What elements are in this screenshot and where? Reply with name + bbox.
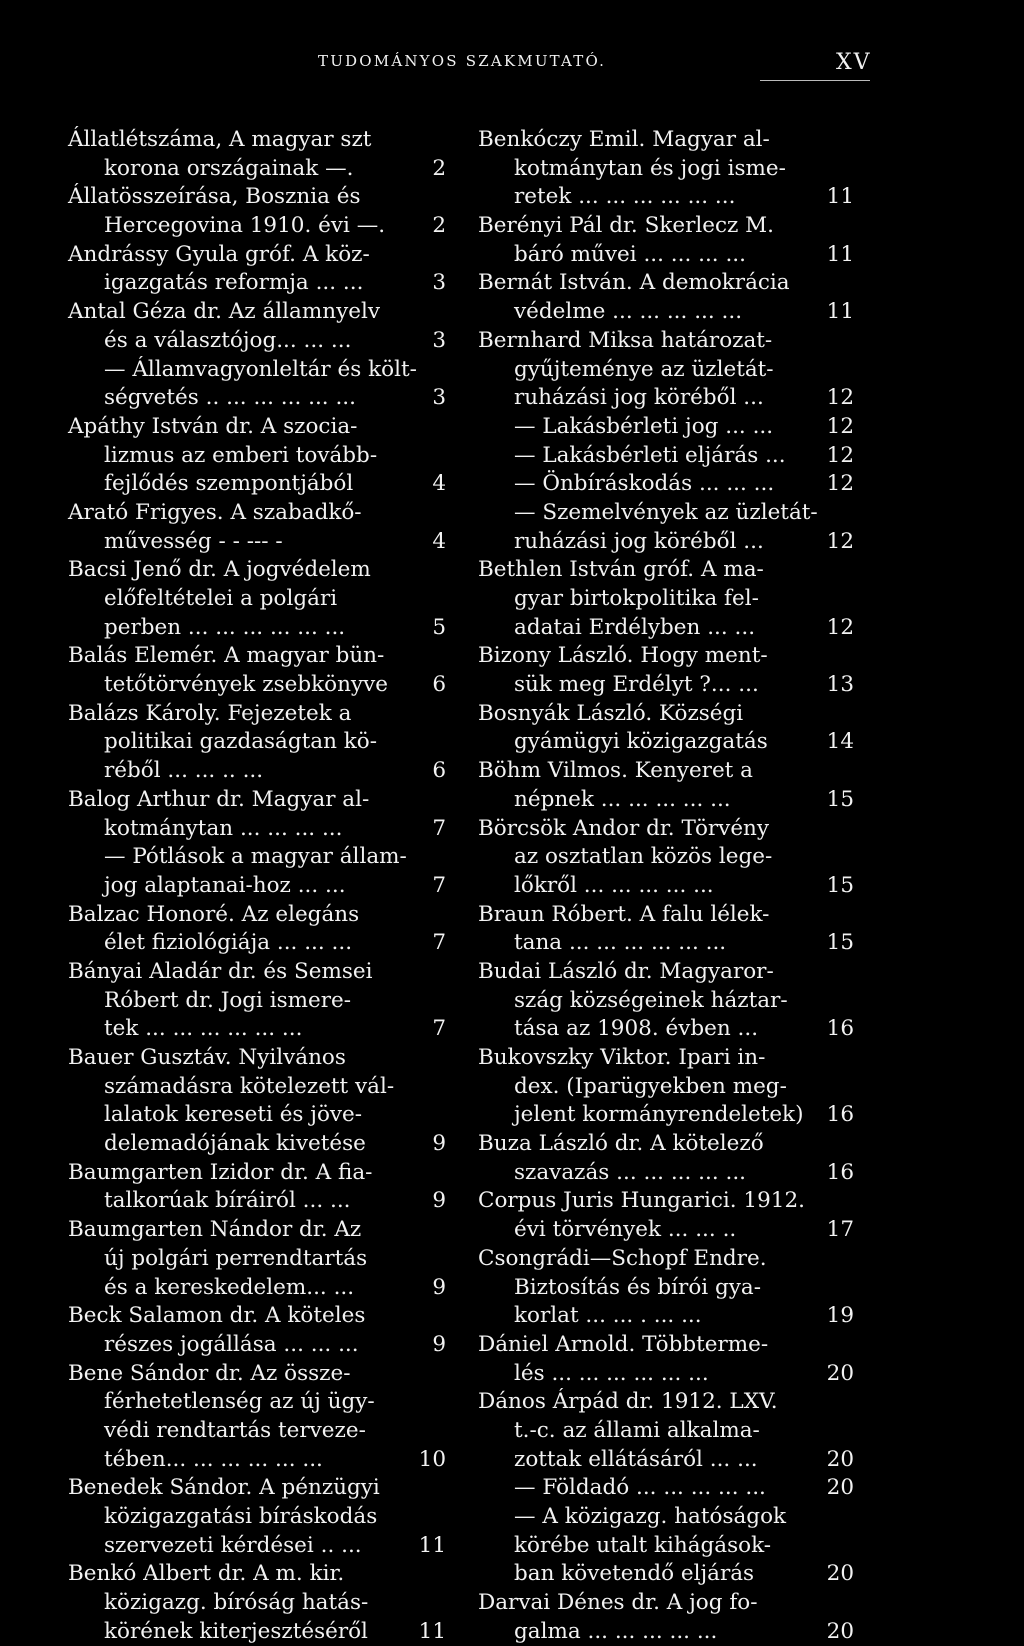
entry-text: — A közigazg. hatóságok: [514, 1504, 787, 1529]
entry-page-number: 10: [418, 1446, 446, 1472]
index-entry-line: [68, 614, 458, 643]
index-entry-line: [68, 642, 458, 671]
entry-text: retek ... ... ... ... ... ...: [514, 184, 736, 210]
entry-page-number: 9: [432, 1131, 446, 1157]
index-entry-line: [478, 1015, 864, 1044]
entry-page-number: 2: [432, 155, 446, 181]
entry-text: Baumgarten Nándor dr. Az: [68, 1217, 362, 1243]
entry-text: jelent kormányrendeletek): [514, 1102, 804, 1128]
entry-page-number: 4: [432, 471, 446, 497]
entry-text: Corpus Juris Hungarici. 1912.: [478, 1188, 805, 1214]
entry-text: élet fiziológiája ... ... ...: [104, 930, 353, 956]
index-entry-line: [68, 1044, 458, 1073]
entry-text: Bernát István. A demokrácia: [478, 270, 790, 296]
entry-text: és a kereskedelem... ...: [104, 1274, 355, 1300]
entry-page-number: 7: [432, 1016, 446, 1042]
index-entry-line: [478, 1187, 864, 1216]
entry-text: Böhm Vilmos. Kenyeret a: [478, 758, 753, 784]
index-entry-line: [478, 1073, 864, 1102]
index-entry-line: [68, 1274, 458, 1303]
entry-page-number: 12: [826, 528, 854, 554]
index-entry-line: [68, 499, 458, 528]
entry-text: — Lakásbérleti jog ... ...: [514, 413, 774, 439]
index-entry-line: [68, 384, 458, 413]
entry-text: körének kiterjesztéséről: [104, 1618, 368, 1644]
entry-page-number: 17: [826, 1217, 854, 1243]
entry-page-number: 6: [432, 758, 446, 784]
index-entry-line: [478, 1503, 864, 1532]
index-entry-line: [478, 155, 864, 184]
entry-page-number: 7: [432, 930, 446, 956]
entry-page-number: 11: [826, 299, 854, 325]
index-entry-line: [68, 183, 458, 212]
entry-page-number: 12: [826, 413, 854, 439]
entry-text: Dániel Arnold. Többterme-: [478, 1331, 769, 1357]
index-entry-line: [478, 585, 864, 614]
entry-page-number: 20: [826, 1561, 854, 1587]
entry-text: Csongrádi—Schopf Endre.: [478, 1245, 767, 1271]
entry-page-number: 2: [432, 213, 446, 239]
index-entry-line: [478, 1216, 864, 1245]
entry-page-number: 14: [826, 729, 854, 755]
entry-text: Bacsi Jenő dr. A jogvédelem: [68, 557, 371, 583]
entry-text: tében... ... ... ... ... ...: [104, 1446, 323, 1472]
entry-text: talkorúak bíráiról ... ...: [104, 1188, 351, 1214]
index-entry-line: [68, 212, 458, 241]
entry-text: Balzac Honoré. Az elegáns: [68, 901, 360, 927]
index-entry-line: [478, 1101, 864, 1130]
index-entry-line: [68, 470, 458, 499]
index-entry-line: [478, 872, 864, 901]
entry-text: védelme ... ... ... ... ...: [514, 299, 743, 325]
index-entry-line: [478, 786, 864, 815]
entry-text: részes jogállása ... ... ...: [104, 1331, 359, 1357]
index-entry-line: [478, 1388, 864, 1417]
entry-text: Hercegovina 1910. évi —.: [104, 213, 386, 239]
entry-page-number: 16: [826, 1102, 854, 1128]
index-entry-line: [68, 327, 458, 356]
entry-text: tana ... ... ... ... ... ...: [514, 930, 727, 956]
entry-text: Biztosítás és bírói gya-: [514, 1274, 761, 1300]
entry-text: Börcsök Andor dr. Törvény: [478, 815, 770, 841]
index-entry-line: [478, 1159, 864, 1188]
index-entry-line: [68, 1187, 458, 1216]
index-entry-line: [478, 356, 864, 385]
index-entry-line: [478, 327, 864, 356]
index-entry-line: [478, 528, 864, 557]
entry-text: Balog Arthur dr. Magyar al-: [68, 786, 370, 812]
entry-text: — Államvagyonleltár és költ-: [104, 356, 417, 382]
index-entry-line: [478, 556, 864, 585]
index-entry-line: [68, 815, 458, 844]
entry-page-number: 7: [432, 872, 446, 898]
entry-text: galma ... ... ... ... ...: [514, 1618, 718, 1644]
entry-text: Bene Sándor dr. Az össze-: [68, 1360, 351, 1386]
index-entry-line: [478, 442, 864, 471]
entry-page-number: 11: [418, 1532, 446, 1558]
index-entry-line: [478, 901, 864, 930]
entry-page-number: 3: [432, 327, 446, 353]
entry-text: korlat ... ... . ... ...: [514, 1303, 702, 1329]
entry-text: szág községeinek háztar-: [514, 987, 788, 1013]
entry-text: lőkről ... ... ... ... ...: [514, 872, 714, 898]
index-entry-line: [478, 1360, 864, 1389]
entry-page-number: 11: [826, 184, 854, 210]
index-entry-line: [478, 1618, 864, 1646]
index-entry-line: [68, 1360, 458, 1389]
index-entry-line: [478, 728, 864, 757]
index-entry-line: [68, 1130, 458, 1159]
index-entry-line: [68, 671, 458, 700]
index-entry-line: [68, 728, 458, 757]
index-entry-line: [68, 987, 458, 1016]
entry-text: Bizony László. Hogy ment-: [478, 643, 768, 669]
entry-page-number: 16: [826, 1016, 854, 1042]
entry-text: szavazás ... ... ... ... ...: [514, 1159, 747, 1185]
entry-text: — Önbíráskodás ... ... ...: [514, 471, 775, 497]
entry-text: tása az 1908. évben ...: [514, 1016, 759, 1042]
index-entry-line: [478, 1130, 864, 1159]
page-header: [0, 50, 1024, 80]
entry-text: Baumgarten Izidor dr. A fia-: [68, 1159, 373, 1185]
entry-page-number: 16: [826, 1159, 854, 1185]
entry-page-number: 12: [826, 614, 854, 640]
index-entry-line: [478, 1589, 864, 1618]
index-entry-line: [478, 815, 864, 844]
index-entry-line: [478, 298, 864, 327]
entry-text: korona országainak —.: [104, 155, 354, 181]
entry-text: dex. (Iparügyekben meg-: [514, 1073, 787, 1099]
entry-page-number: 12: [826, 471, 854, 497]
entry-page-number: 15: [826, 930, 854, 956]
entry-text: Állatlétszáma, A magyar szt: [68, 127, 372, 152]
entry-text: gyámügyi közigazgatás: [514, 729, 768, 755]
entry-page-number: 4: [432, 528, 446, 554]
entry-text: Arató Frigyes. A szabadkő-: [68, 499, 362, 525]
entry-text: közigazg. bíróság hatás-: [104, 1590, 369, 1616]
index-entry-line: [478, 757, 864, 786]
index-entry-line: [68, 1417, 458, 1446]
index-entry-line: [68, 786, 458, 815]
entry-text: Budai László dr. Magyaror-: [478, 958, 774, 984]
entry-text: Bukovszky Viktor. Ipari in-: [478, 1045, 766, 1070]
index-entry-line: [68, 442, 458, 471]
entry-page-number: 9: [432, 1188, 446, 1214]
index-entry-line: [478, 126, 864, 155]
index-entry-line: [478, 642, 864, 671]
index-entry-line: [478, 1331, 864, 1360]
index-entry-line: [478, 614, 864, 643]
right-index-column: [478, 126, 864, 1646]
entry-page-number: 6: [432, 672, 446, 698]
entry-page-number: 9: [432, 1274, 446, 1300]
index-entry-line: [68, 1589, 458, 1618]
entry-page-number: 15: [826, 786, 854, 812]
index-entry-line: [478, 1417, 864, 1446]
index-entry-line: [68, 1618, 458, 1646]
entry-text: zottak ellátásáról ... ...: [514, 1446, 758, 1472]
index-entry-line: [478, 700, 864, 729]
entry-page-number: 3: [432, 385, 446, 411]
index-entry-line: [68, 585, 458, 614]
entry-text: — Pótlások a magyar állam-: [104, 844, 407, 870]
index-entry-line: [478, 384, 864, 413]
index-entry-line: [68, 1503, 458, 1532]
index-entry-line: [478, 1044, 864, 1073]
entry-text: Balás Elemér. A magyar bün-: [68, 643, 385, 669]
entry-text: perben ... ... ... ... ... ...: [104, 614, 346, 640]
entry-text: Állatösszeírása, Bosznia és: [68, 184, 361, 210]
entry-text: ségvetés .. ... ... ... ... ...: [104, 385, 356, 411]
entry-text: Beck Salamon dr. A köteles: [68, 1303, 366, 1329]
index-entry-line: [68, 843, 458, 872]
entry-text: Bernhard Miksa határozat-: [478, 327, 773, 353]
index-entry-line: [478, 1474, 864, 1503]
index-entry-line: [478, 987, 864, 1016]
entry-page-number: 15: [826, 872, 854, 898]
index-entry-line: [68, 1101, 458, 1130]
index-entry-line: [68, 901, 458, 930]
entry-text: szervezeti kérdései .. ...: [104, 1532, 362, 1558]
entry-text: Bányai Aladár dr. és Semsei: [68, 958, 373, 984]
index-entry-line: [478, 1446, 864, 1475]
entry-text: Buza László dr. A kötelező: [478, 1131, 764, 1157]
index-entry-line: [478, 958, 864, 987]
index-entry-line: [68, 155, 458, 184]
entry-page-number: 20: [826, 1446, 854, 1472]
entry-text: — Lakásbérleti eljárás ...: [514, 442, 786, 468]
entry-text: báró művei ... ... ... ...: [514, 241, 746, 267]
entry-text: jog alaptanai-hoz ... ...: [104, 872, 346, 898]
index-entry-line: [68, 1302, 458, 1331]
entry-text: új polgári perrendtartás: [104, 1245, 368, 1271]
entry-text: delemadójának kivetése: [104, 1131, 366, 1157]
index-entry-line: [68, 1015, 458, 1044]
index-entry-line: [68, 1216, 458, 1245]
entry-text: igazgatás reformja ... ...: [104, 270, 364, 296]
index-entry-line: [478, 183, 864, 212]
index-entry-line: [68, 1331, 458, 1360]
entry-page-number: 3: [432, 270, 446, 296]
entry-text: ruházási jog köréből ...: [514, 385, 764, 411]
index-entry-line: [478, 1560, 864, 1589]
entry-text: fejlődés szempontjából: [104, 471, 354, 497]
index-entry-line: [478, 212, 864, 241]
entry-text: — Földadó ... ... ... ... ...: [514, 1475, 766, 1501]
entry-text: gyűjteménye az üzletát-: [514, 356, 774, 382]
index-entry-line: [68, 1532, 458, 1561]
index-entry-line: [68, 1446, 458, 1475]
index-entry-line: [478, 929, 864, 958]
index-entry-line: [68, 958, 458, 987]
index-entry-line: [68, 757, 458, 786]
entry-text: t.-c. az állami alkalma-: [514, 1417, 760, 1443]
header-rule: [760, 80, 870, 81]
index-entry-line: [68, 1388, 458, 1417]
left-index-column: [68, 126, 458, 1646]
index-entry-line: [68, 872, 458, 901]
entry-text: Balázs Károly. Fejezetek a: [68, 700, 352, 726]
entry-text: kotmánytan és jogi isme-: [514, 155, 786, 181]
entry-text: az osztatlan közös lege-: [514, 844, 773, 870]
index-entry-line: [478, 269, 864, 298]
index-entry-line: [478, 1274, 864, 1303]
entry-text: sük meg Erdélyt ?... ...: [514, 672, 759, 698]
entry-text: évi törvények ... ... ..: [514, 1217, 737, 1243]
entry-page-number: 11: [418, 1618, 446, 1644]
index-entry-line: [68, 528, 458, 557]
entry-text: Berényi Pál dr. Skerlecz M.: [478, 213, 775, 239]
index-entry-line: [478, 413, 864, 442]
entry-text: lalatok kereseti és jöve-: [104, 1102, 363, 1128]
running-title: TUDOMÁNYOS SZAKMUTATÓ.: [318, 52, 607, 70]
entry-text: Dános Árpád dr. 1912. LXV.: [478, 1389, 778, 1415]
index-entry-line: [478, 671, 864, 700]
entry-text: lizmus az emberi tovább-: [104, 442, 378, 468]
index-entry-line: [478, 241, 864, 270]
entry-text: Apáthy István dr. A szocia-: [68, 413, 358, 439]
entry-text: Darvai Dénes dr. A jog fo-: [478, 1590, 758, 1616]
entry-page-number: 20: [826, 1475, 854, 1501]
entry-text: Róbert dr. Jogi ismere-: [104, 987, 352, 1013]
entry-text: férhetetlenség az új ügy-: [104, 1389, 375, 1415]
entry-text: gyar birtokpolitika fel-: [514, 586, 759, 611]
index-entry-line: [68, 929, 458, 958]
page-number: XV: [836, 50, 872, 75]
entry-text: Benedek Sándor. A pénzügyi: [68, 1475, 380, 1501]
index-entry-line: [478, 1245, 864, 1274]
entry-page-number: 11: [826, 241, 854, 267]
entry-text: előfeltételei a polgári: [104, 586, 338, 611]
entry-text: Benkó Albert dr. A m. kir.: [68, 1561, 345, 1587]
entry-text: Antal Géza dr. Az államnyelv: [68, 299, 380, 325]
entry-page-number: 13: [826, 672, 854, 698]
entry-text: Bosnyák László. Községi: [478, 700, 744, 726]
entry-page-number: 9: [432, 1331, 446, 1357]
entry-text: népnek ... ... ... ... ...: [514, 786, 731, 812]
entry-text: Bethlen István gróf. A ma-: [478, 557, 764, 583]
entry-page-number: 20: [826, 1618, 854, 1644]
entry-text: Braun Róbert. A falu lélek-: [478, 901, 770, 927]
entry-text: politikai gazdaságtan kö-: [104, 729, 378, 755]
entry-page-number: 12: [826, 385, 854, 411]
entry-text: körébe utalt kihágások-: [514, 1532, 771, 1558]
index-entry-line: [68, 700, 458, 729]
entry-text: Andrássy Gyula gróf. A köz-: [68, 241, 370, 267]
index-entry-line: [478, 1302, 864, 1331]
index-entry-line: [68, 556, 458, 585]
index-entry-line: [68, 1560, 458, 1589]
entry-page-number: 5: [432, 614, 446, 640]
entry-text: Bauer Gusztáv. Nyilvános: [68, 1045, 346, 1070]
index-entry-line: [478, 499, 864, 528]
index-entry-line: [478, 1532, 864, 1561]
entry-text: lés ... ... ... ... ... ...: [514, 1360, 709, 1386]
index-entry-line: [68, 356, 458, 385]
entry-text: tetőtörvények zsebkönyve: [104, 672, 388, 698]
index-entry-line: [68, 269, 458, 298]
index-entry-line: [68, 1073, 458, 1102]
index-entry-line: [68, 126, 458, 155]
entry-text: ban követendő eljárás: [514, 1561, 755, 1587]
index-entry-line: [68, 298, 458, 327]
entry-text: ruházási jog köréből ...: [514, 528, 764, 554]
entry-text: közigazgatási bíráskodás: [104, 1504, 378, 1529]
index-entry-line: [68, 1245, 458, 1274]
entry-page-number: 19: [826, 1303, 854, 1329]
entry-text: számadásra kötelezett vál-: [104, 1073, 395, 1099]
entry-text: kotmánytan ... ... ... ...: [104, 815, 343, 841]
entry-text: védi rendtartás terveze-: [104, 1417, 366, 1443]
index-entry-line: [68, 1159, 458, 1188]
index-entry-line: [478, 843, 864, 872]
index-entry-line: [68, 413, 458, 442]
entry-page-number: 20: [826, 1360, 854, 1386]
entry-text: réből ... ... .. ...: [104, 758, 264, 784]
entry-text: adatai Erdélyben ... ...: [514, 614, 756, 640]
index-entry-line: [68, 1474, 458, 1503]
entry-text: és a választójog... ... ...: [104, 327, 352, 353]
entry-page-number: 12: [826, 442, 854, 468]
entry-text: tek ... ... ... ... ... ...: [104, 1016, 303, 1042]
index-entry-line: [68, 241, 458, 270]
entry-text: művesség - - --- -: [104, 528, 283, 554]
entry-page-number: 7: [432, 815, 446, 841]
entry-text: — Szemelvények az üzletát-: [514, 499, 818, 525]
entry-text: Benkóczy Emil. Magyar al-: [478, 127, 770, 152]
index-entry-line: [478, 470, 864, 499]
